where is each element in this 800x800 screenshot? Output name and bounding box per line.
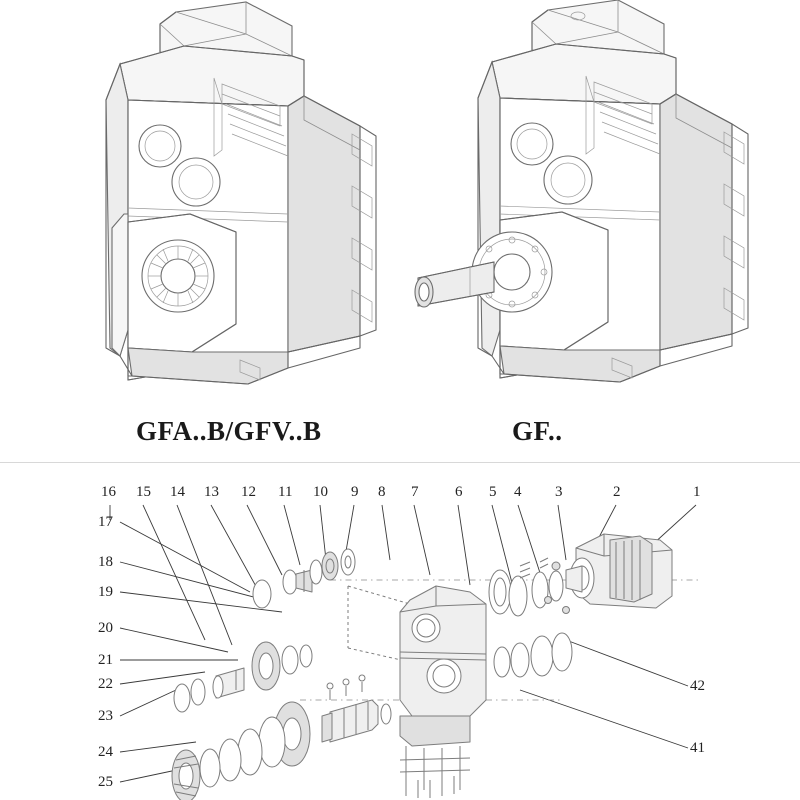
exploded-small-parts-top: [253, 549, 355, 608]
callout-3: 3: [555, 484, 563, 500]
callout-1: 1: [693, 484, 701, 500]
callout-11: 11: [278, 484, 293, 500]
callout-41: 41: [690, 740, 705, 756]
callout-20: 20: [98, 620, 113, 636]
callout-2: 2: [613, 484, 621, 500]
callout-19: 19: [98, 584, 113, 600]
callout-23: 23: [98, 708, 113, 724]
exploded-housing: [400, 586, 486, 790]
exploded-shaft-assembly-left: [174, 642, 312, 712]
callout-42: 42: [690, 678, 705, 694]
callout-4: 4: [514, 484, 522, 500]
callout-21: 21: [98, 652, 113, 668]
callout-25: 25: [98, 774, 113, 790]
callout-13: 13: [204, 484, 219, 500]
callout-5: 5: [489, 484, 497, 500]
callout-12: 12: [241, 484, 256, 500]
callout-7: 7: [411, 484, 419, 500]
callout-17: 17: [98, 514, 113, 530]
callout-24: 24: [98, 744, 113, 760]
callout-15: 15: [136, 484, 151, 500]
callout-16: 16: [101, 484, 116, 500]
callout-14: 14: [170, 484, 185, 500]
callout-6: 6: [455, 484, 463, 500]
callout-18: 18: [98, 554, 113, 570]
callout-9: 9: [351, 484, 359, 500]
model-title-left: GFA..B/GFV..B: [136, 416, 322, 446]
callout-22: 22: [98, 676, 113, 692]
exploded-bearings-right: [489, 558, 572, 677]
exploded-motor-unit: [566, 534, 672, 608]
callout-10: 10: [313, 484, 328, 500]
model-title-right: GF..: [512, 416, 563, 446]
callout-8: 8: [378, 484, 386, 500]
